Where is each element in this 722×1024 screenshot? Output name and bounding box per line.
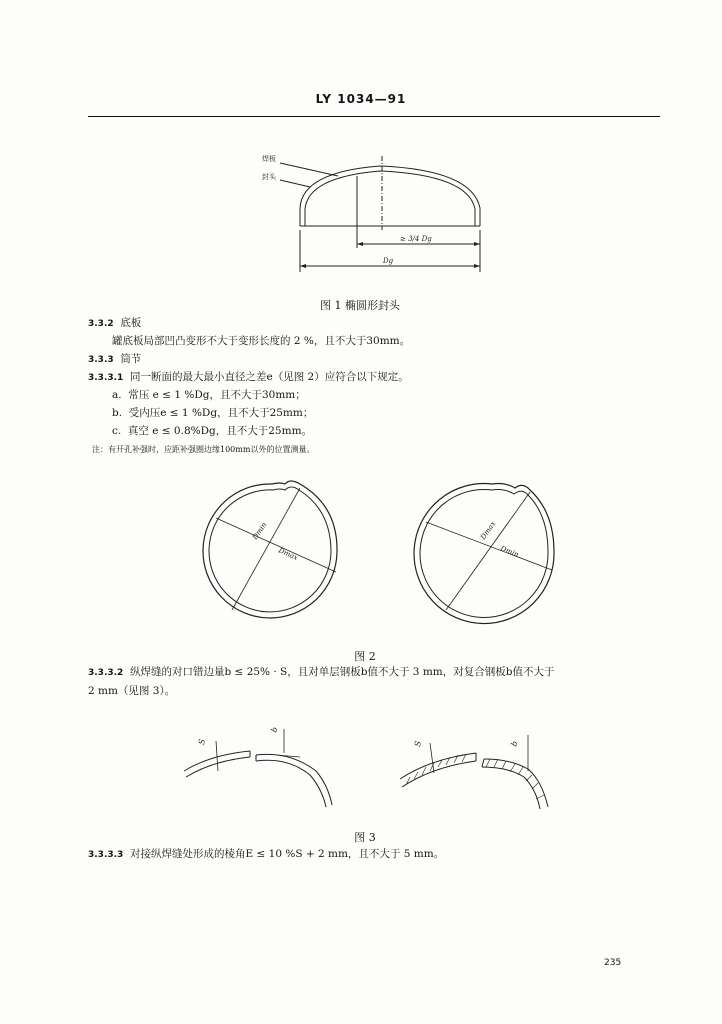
section-title: 筒节 [120, 353, 142, 365]
list-item [112, 424, 312, 438]
label-dmax-right: Dmax [479, 519, 498, 542]
figure-2 [190, 470, 570, 630]
section-3-3-3-heading [88, 352, 141, 367]
label-s-right: S [413, 740, 423, 748]
label-dmax-left: Dmax [277, 546, 300, 563]
list-item-mark: c. [112, 425, 122, 437]
list-item-text: 受内压e ≤ 1 %Dg，且不大于25mm； [128, 407, 314, 419]
label-plate: 焊板 [262, 155, 276, 163]
dmax-line-left [232, 488, 300, 610]
figure-2-caption: 图 2 [354, 650, 376, 663]
label-s-left: S [197, 738, 207, 746]
plate-right-b-outer [484, 759, 548, 807]
list-item-mark: b. [112, 407, 123, 419]
elliptical-head-inner [305, 171, 475, 226]
elliptical-head-outer [300, 166, 480, 226]
figure-3 [180, 715, 560, 820]
section-text: 对接纵焊缝处形成的棱角E ≤ 10 %S + 2 mm，且不大于 5 mm。 [130, 848, 445, 860]
section-3-3-3-1 [88, 370, 409, 385]
plate-left-b-inner [256, 760, 326, 807]
figure-3-caption: 图 3 [354, 831, 376, 844]
section-number: 3.3.3.1 [88, 373, 124, 383]
section-number: 3.3.2 [88, 319, 114, 329]
label-dg: Dg [383, 257, 394, 265]
header-rule [88, 116, 660, 117]
standard-code-header: LY 1034—91 [315, 92, 407, 106]
label-b-left: b [269, 725, 280, 734]
note: 注：有开孔补强时，应距补强圈边缘100mm以外的位置测量。 [92, 445, 315, 454]
list-item-text: 常压 e ≤ 1 %Dg，且不大于30mm； [128, 389, 306, 401]
list-item [112, 406, 313, 420]
section-3-3-3-3 [88, 847, 444, 862]
section-3-3-2-text: 罐底板局部凹凸变形不大于变形长度的 2 %，且不大于30mm。 [112, 335, 411, 347]
deformed-ring-left-outer [203, 481, 337, 618]
section-number: 3.3.3.2 [88, 668, 124, 678]
dim-s-left [216, 741, 218, 771]
dim-s-right [430, 743, 434, 773]
figure-1 [250, 150, 490, 280]
section-3-3-3-2-line-2: 2 mm（见图 3）。 [88, 685, 176, 697]
deformed-ring-right-outer [414, 484, 554, 624]
list-item-text: 真空 e ≤ 0.8%Dg，且不大于25mm。 [127, 425, 313, 437]
label-three-quarter-dg: ≥ 3/4 Dg [400, 235, 432, 243]
leader-plate [280, 163, 338, 176]
page-number: 235 [604, 958, 622, 968]
deformed-ring-left-inner [209, 487, 331, 612]
list-item [112, 388, 306, 402]
figure-1-caption: 图 1 椭圆形封头 [320, 299, 400, 312]
label-dmin-left: Dmin [251, 520, 269, 542]
section-3-3-3-2-line-1 [88, 665, 554, 680]
plate-left-b-outer [256, 754, 332, 805]
leader-head [280, 180, 310, 187]
section-text: 纵焊缝的对口错边量b ≤ 25% · S，且对单层钢板b值不大于 3 mm，对复合钢板b值不大于 [130, 666, 555, 678]
list-item-mark: a. [112, 389, 122, 401]
section-number: 3.3.3 [88, 355, 114, 365]
section-title: 底板 [120, 317, 142, 329]
label-head: 封头 [262, 173, 276, 181]
hatch-composite-left [406, 754, 466, 785]
label-dmin-right: Dmin [499, 544, 520, 559]
plate-right-b-inner [482, 767, 540, 809]
deformed-ring-right-inner [420, 490, 548, 618]
section-text: 同一断面的最大最小直径之差e（见图 2）应符合以下规定。 [130, 371, 409, 383]
section-number: 3.3.3.3 [88, 850, 124, 860]
section-3-3-2-heading [88, 316, 141, 331]
label-b-right: b [509, 739, 520, 748]
dmin-line-left [216, 518, 336, 572]
